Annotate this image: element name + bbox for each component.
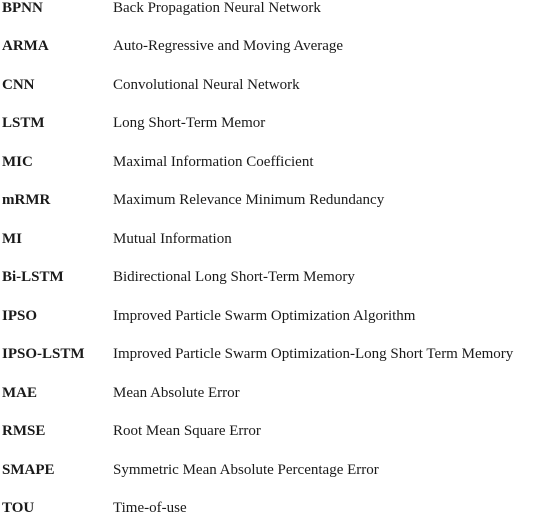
abbreviation-row [0, 497, 558, 519]
abbreviation-row [0, 35, 558, 57]
abbreviation-definition: Time-of-use [113, 499, 187, 516]
abbreviation-row [0, 112, 558, 134]
abbreviation-definition: Symmetric Mean Absolute Percentage Error [113, 461, 379, 478]
abbreviation-row [0, 74, 558, 96]
abbreviation-term: MAE [2, 384, 37, 401]
abbreviation-row [0, 266, 558, 288]
abbreviation-definition: Maximal Information Coefficient [113, 153, 314, 170]
abbreviation-term: Bi-LSTM [2, 268, 64, 285]
abbreviation-definition: Mean Absolute Error [113, 384, 240, 401]
abbreviation-definition: Root Mean Square Error [113, 422, 261, 439]
abbreviation-definition: Back Propagation Neural Network [113, 0, 321, 16]
abbreviation-row [0, 343, 558, 365]
abbreviation-term: MI [2, 230, 22, 247]
abbreviation-term: CNN [2, 76, 35, 93]
abbreviation-definition: Convolutional Neural Network [113, 76, 300, 93]
abbreviation-term: RMSE [2, 422, 46, 439]
abbreviation-definition: Improved Particle Swarm Optimization-Long Short Term Memory [113, 345, 514, 362]
abbreviation-definition: Maximum Relevance Minimum Redundancy [113, 191, 385, 208]
abbreviation-term: SMAPE [2, 461, 55, 478]
abbreviation-term: IPSO-LSTM [2, 345, 85, 362]
abbreviation-row [0, 382, 558, 404]
abbreviation-term: MIC [2, 153, 33, 170]
abbreviation-row [0, 305, 558, 327]
abbreviation-row [0, 0, 558, 19]
abbreviation-row [0, 151, 558, 173]
abbreviation-row [0, 189, 558, 211]
abbreviation-definition: Long Short-Term Memor [113, 114, 266, 131]
abbreviation-definition: Bidirectional Long Short-Term Memory [113, 268, 355, 285]
abbreviation-row [0, 228, 558, 250]
abbreviation-term: IPSO [2, 307, 38, 324]
abbreviation-definition: Improved Particle Swarm Optimization Algorithm [113, 307, 416, 324]
abbreviation-definition: Auto-Regressive and Moving Average [113, 37, 344, 54]
abbreviation-row [0, 420, 558, 442]
abbreviation-term: mRMR [2, 191, 51, 208]
abbreviation-definition: Mutual Information [113, 230, 232, 247]
abbreviation-term: ARMA [2, 37, 49, 54]
abbreviation-term: BPNN [2, 0, 43, 16]
abbreviation-term: TOU [2, 499, 35, 516]
abbreviation-row [0, 459, 558, 481]
abbreviation-term: LSTM [2, 114, 45, 131]
